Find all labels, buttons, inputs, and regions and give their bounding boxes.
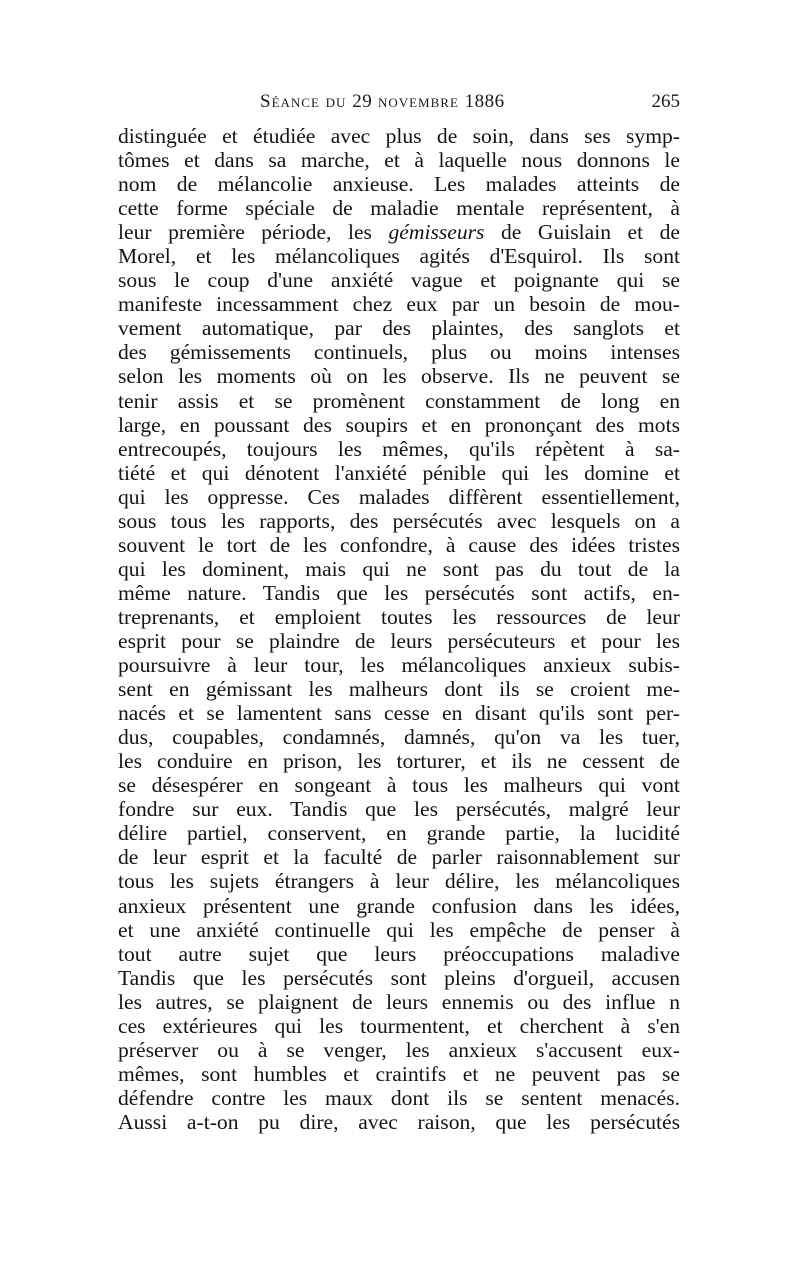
text-line: treprenants, et emploient toutes les ressources de leur: [118, 604, 680, 629]
text-line: Aussi a-t-on pu dire, avec raison, que les persécutés: [118, 1109, 680, 1134]
text-line: les conduire en prison, les torturer, et ils ne cessent de: [118, 749, 680, 774]
text-line: tous les sujets étrangers à leur délire, les mélancoliques: [118, 869, 680, 894]
text-line: fondre sur eux. Tandis que les persécutés, malgré leur: [118, 797, 680, 822]
text-line: anxieux présentent une grande confusion dans les idées,: [118, 893, 680, 918]
text-line: qui les oppresse. Ces malades diffèrent essentiellement,: [118, 484, 680, 509]
text-line: délire partiel, conservent, en grande partie, la lucidité: [118, 821, 680, 846]
text-line: qui les dominent, mais qui ne sont pas du tout de la: [118, 556, 680, 581]
text-line: sous le coup d'une anxiété vague et poignante qui se: [118, 268, 680, 293]
text-line: vement automatique, par des plaintes, des sanglots et: [118, 316, 680, 341]
text-line: entrecoupés, toujours les mêmes, qu'ils répètent à sa-: [118, 436, 680, 461]
text-line: souvent le tort de les confondre, à cause des idées tristes: [118, 532, 680, 557]
text-line: esprit pour se plaindre de leurs persécuteurs et pour les: [118, 628, 680, 653]
text-line: même nature. Tandis que les persécutés sont actifs, en-: [118, 580, 680, 605]
text-line: les autres, se plaignent de leurs ennemis ou des influe n: [118, 989, 680, 1014]
page-number: 265: [651, 91, 680, 112]
running-head-month: novembre: [372, 91, 465, 112]
text-line: tout autre sujet que leurs préoccupations maladive: [118, 941, 680, 966]
text-line: distinguée et étudiée avec plus de soin, dans ses symp-: [118, 124, 680, 148]
text-line: préserver ou à se venger, les anxieux s'accusent eux-: [118, 1037, 680, 1062]
text-line: défendre contre les maux dont ils se sentent menacés.: [118, 1085, 680, 1110]
text-line: des gémissements continuels, plus ou moins intenses: [118, 340, 680, 365]
text-line: se désespérer en songeant à tous les malheurs qui vont: [118, 773, 680, 798]
text-line: poursuivre à leur tour, les mélancoliques anxieux subis-: [118, 653, 680, 678]
text-line: tômes et dans sa marche, et à laquelle nous donnons le: [118, 148, 680, 173]
running-head-title: [260, 91, 505, 113]
italic-term: gémisseurs: [388, 220, 485, 245]
text-line: dus, coupables, condamnés, damnés, qu'on va les tuer,: [118, 725, 680, 750]
body-text: [118, 124, 680, 1134]
text-line: manifeste incessamment chez eux par un besoin de mou-: [118, 292, 680, 317]
text-line: sent en gémissant les malheurs dont ils se croient me-: [118, 677, 680, 702]
text-line: leur première période, les gémisseurs de Guislain et de: [118, 220, 680, 245]
text-line: et une anxiété continuelle qui les empêche de penser à: [118, 917, 680, 942]
text-line: de leur esprit et la faculté de parler raisonnablement sur: [118, 845, 680, 870]
running-head-seance: Séance du: [260, 91, 353, 112]
running-head-year: 1886: [464, 91, 505, 112]
text-line: cette forme spéciale de maladie mentale représentent, à: [118, 196, 680, 221]
text-line: nom de mélancolie anxieuse. Les malades atteints de: [118, 172, 680, 197]
text-line: tiété et qui dénotent l'anxiété pénible qui les domine et: [118, 460, 680, 485]
text-line: selon les moments où on les observe. Ils ne peuvent se: [118, 364, 680, 389]
text-line: ces extérieures qui les tourmentent, et cherchent à s'en: [118, 1013, 680, 1038]
running-head-date: 29: [352, 91, 373, 112]
text-line: Tandis que les persécutés sont pleins d'orgueil, accusen: [118, 965, 680, 990]
text-line: tenir assis et se promènent constamment de long en: [118, 388, 680, 413]
text-line: mêmes, sont humbles et craintifs et ne peuvent pas se: [118, 1061, 680, 1086]
text-line: sous tous les rapports, des persécutés avec lesquels on a: [118, 508, 680, 533]
text-line: large, en poussant des soupirs et en prononçant des mots: [118, 412, 680, 437]
text-line: nacés et se lamentent sans cesse en disant qu'ils sont per-: [118, 701, 680, 726]
text-line: Morel, et les mélancoliques agités d'Esquirol. Ils sont: [118, 244, 680, 269]
running-head: [118, 91, 680, 121]
